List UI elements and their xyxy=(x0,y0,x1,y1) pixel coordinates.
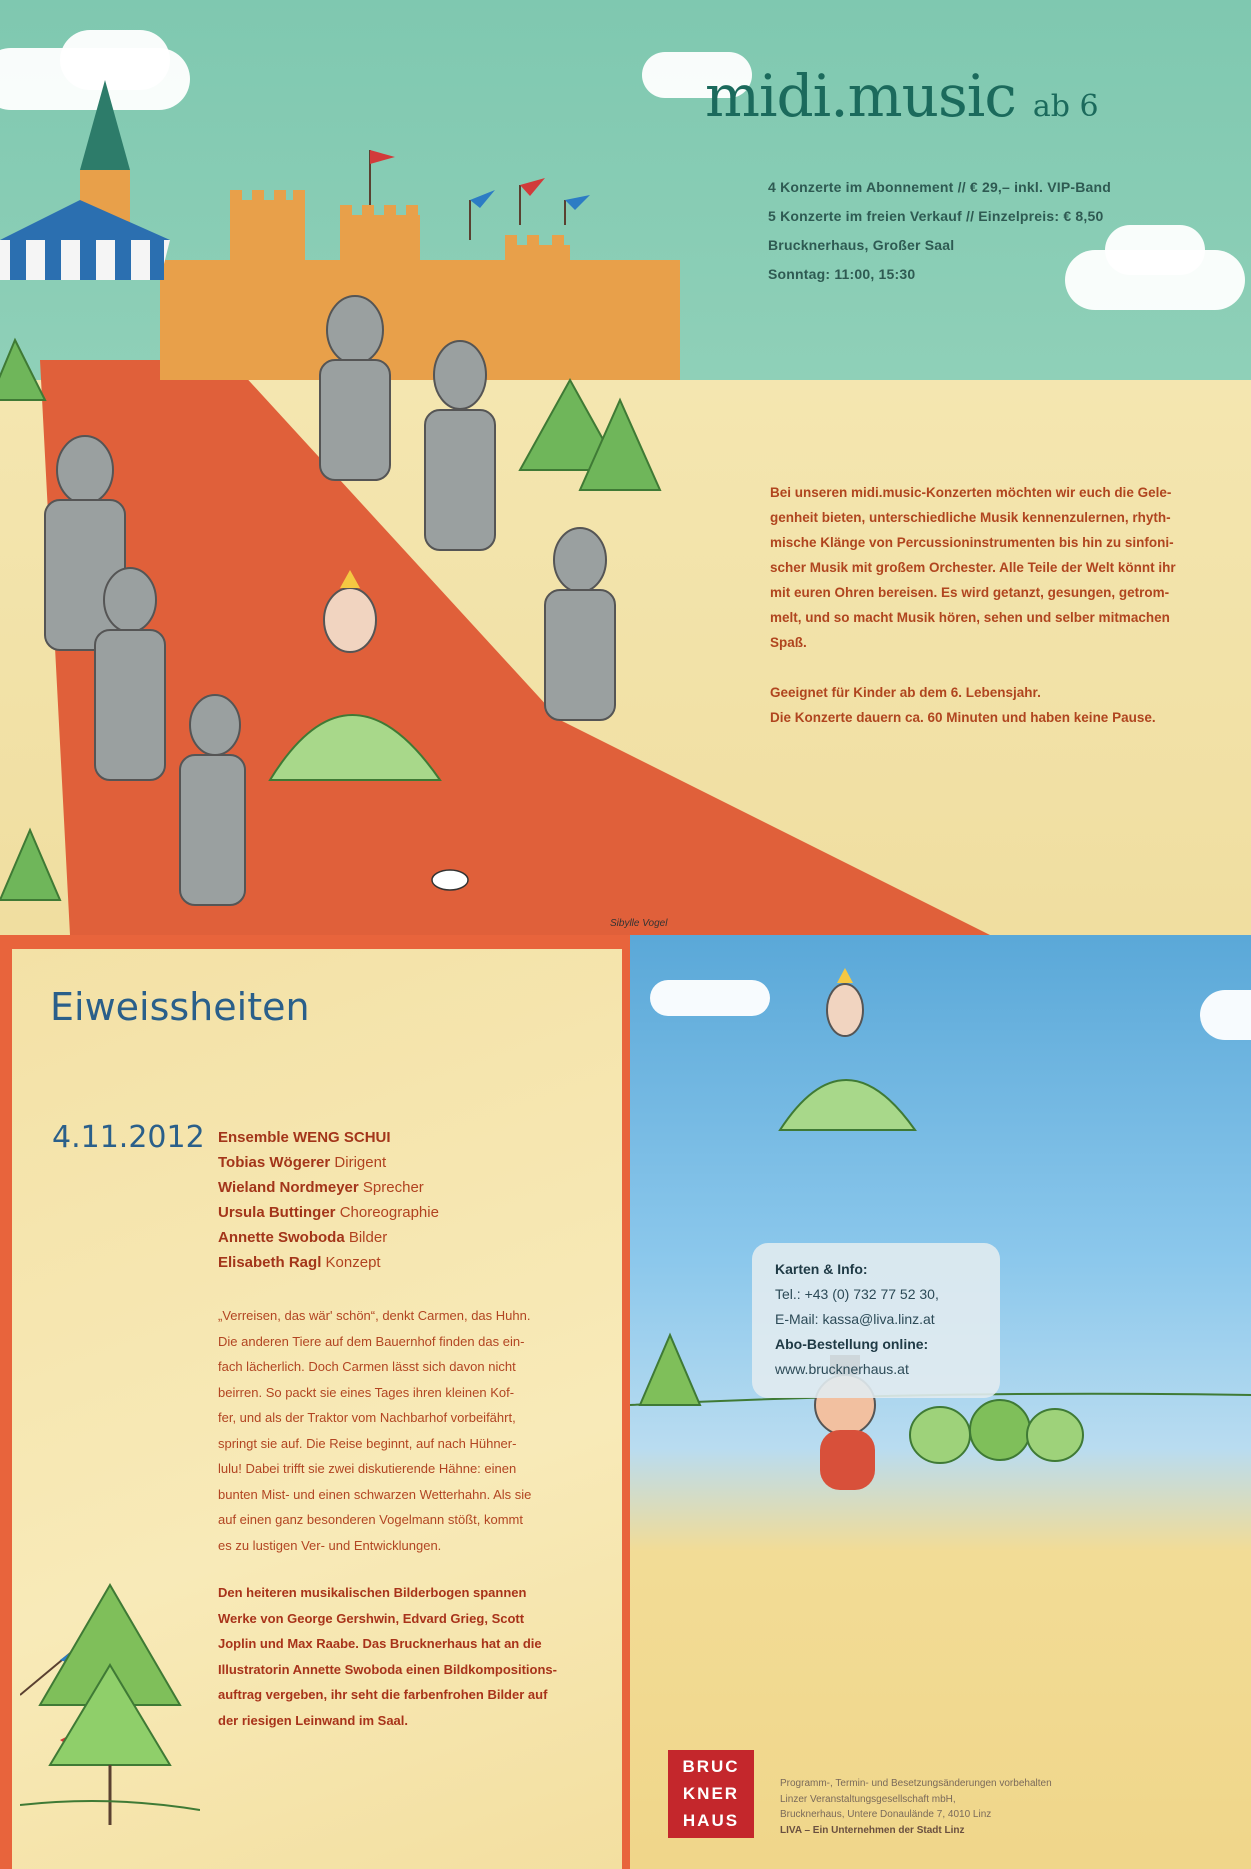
story-line: bunten Mist- und einen schwarzen Wetterhahn. Als sie xyxy=(218,1486,532,1502)
abo-heading-text: Abo-Bestellung online: xyxy=(775,1336,929,1352)
info-line: Brucknerhaus, Großer Saal xyxy=(768,237,955,253)
story-line: auf einen ganz besonderen Vogelmann stößt, kommt xyxy=(218,1512,523,1527)
story-line: lulu! Dabei trifft sie zwei diskutierende Hähne: einen xyxy=(218,1461,517,1476)
credit-role: Bilder xyxy=(348,1229,388,1246)
description-line: genheit bieten, unterschiedliche Musik kennenzulernen, rhyth- xyxy=(770,510,1171,525)
footer-line: Programm-, Termin- und Besetzungsänderungen vorbehalten xyxy=(780,1778,1052,1789)
event-title: Eiweissheiten xyxy=(50,985,310,1029)
event-date: 4.11.2012 xyxy=(52,1120,205,1155)
castle-knights-illustration xyxy=(0,0,1000,935)
credit-name: Ensemble WENG SCHUI xyxy=(218,1129,391,1146)
logo-line: HAUS xyxy=(682,1811,740,1830)
description-line: mit euren Ohren bereisen. Es wird getanzt, gesungen, getrom- xyxy=(770,585,1170,600)
description-line: mische Klänge von Percussioninstrumenten bis hin zu sinfoni- xyxy=(770,535,1174,550)
series-title xyxy=(705,62,1099,130)
story-line: Die anderen Tiere auf dem Bauernhof finden das ein- xyxy=(218,1333,525,1349)
closing-line: Illustratorin Annette Swoboda einen Bildkompositions- xyxy=(218,1661,557,1677)
credit-role: Konzept xyxy=(325,1254,381,1271)
story-line: fer, und als der Traktor vom Nachbarhof vorbeifährt, xyxy=(218,1410,516,1425)
footer-imprint xyxy=(780,1776,1052,1838)
event-credits xyxy=(218,1125,439,1275)
credit-role: Dirigent xyxy=(334,1154,387,1171)
credit-name: Ursula Buttinger xyxy=(218,1204,336,1221)
event-story xyxy=(218,1303,608,1733)
contact-email[interactable]: E-Mail: kassa@liva.linz.at xyxy=(775,1311,935,1327)
contact-card xyxy=(752,1243,1000,1398)
credit-name: Wieland Nordmeyer xyxy=(218,1179,359,1196)
credit-role: Choreographie xyxy=(339,1204,439,1221)
series-title-text: midi.music xyxy=(705,62,1016,130)
closing-line: Werke von George Gershwin, Edvard Grieg, Scott xyxy=(218,1610,525,1626)
closing-line: Joplin und Max Raabe. Das Brucknerhaus hat an die xyxy=(218,1636,542,1651)
age-line: Geeignet für Kinder ab dem 6. Lebensjahr. xyxy=(770,685,1041,700)
contact-heading-text: Karten & Info: xyxy=(775,1261,868,1277)
credit-line xyxy=(218,1200,439,1225)
credit-name: Annette Swoboda xyxy=(218,1229,345,1246)
cloud-illustration xyxy=(1105,225,1205,275)
abo-heading xyxy=(775,1332,939,1357)
credit-line xyxy=(218,1250,439,1275)
brucknerhaus-logo xyxy=(668,1750,754,1838)
footer-line: Brucknerhaus, Untere Donaulände 7, 4010 Linz xyxy=(780,1809,992,1820)
tree-flags-illustration xyxy=(20,1415,200,1855)
info-line: Sonntag: 11:00, 15:30 xyxy=(768,266,916,282)
story-line: „Verreisen, das wär' schön“, denkt Carmen, das Huhn. xyxy=(218,1308,531,1323)
contact-panel xyxy=(630,935,1251,1869)
footer-line: LIVA – Ein Unternehmen der Stadt Linz xyxy=(780,1824,965,1836)
illustrator-signature: Sibylle Vogel xyxy=(610,918,668,929)
credit-name: Tobias Wögerer xyxy=(218,1154,331,1171)
credit-name: Elisabeth Ragl xyxy=(218,1254,322,1271)
closing-line: der riesigen Leinwand im Saal. xyxy=(218,1712,409,1728)
description-line: Bei unseren midi.music-Konzerten möchten wir euch die Gele- xyxy=(770,485,1172,500)
event-panel xyxy=(0,935,630,1869)
logo-line: BRUC xyxy=(682,1757,740,1776)
subscription-info xyxy=(768,173,1111,289)
credit-line xyxy=(218,1225,439,1250)
story-line: springt sie auf. Die Reise beginnt, auf nach Hühner- xyxy=(218,1435,517,1451)
series-description xyxy=(770,480,1210,730)
description-line: melt, und so macht Musik hören, sehen und selber mitmachen xyxy=(770,610,1170,625)
credit-role: Sprecher xyxy=(362,1179,424,1196)
credit-line xyxy=(218,1125,439,1150)
description-line: scher Musik mit großem Orchester. Alle Teile der Welt könnt ihr xyxy=(770,560,1176,575)
story-line: fach lächerlich. Doch Carmen lässt sich davon nicht xyxy=(218,1359,516,1374)
story-line: es zu lustigen Ver- und Entwicklungen. xyxy=(218,1537,442,1553)
contact-heading xyxy=(775,1257,939,1282)
website-link[interactable]: www.brucknerhaus.at xyxy=(775,1361,909,1377)
info-line: 5 Konzerte im freien Verkauf // Einzelpreis: € 8,50 xyxy=(768,208,1104,224)
info-line: 4 Konzerte im Abonnement // € 29,– inkl. VIP-Band xyxy=(768,179,1112,195)
queen-boy-illustration xyxy=(630,935,1251,1869)
description-line: Spaß. xyxy=(770,635,807,650)
closing-line: Den heiteren musikalischen Bilderbogen spannen xyxy=(218,1585,527,1600)
closing-line: auftrag vergeben, ihr seht die farbenfrohen Bilder auf xyxy=(218,1687,548,1702)
footer-line: Linzer Veranstaltungsgesellschaft mbH, xyxy=(780,1793,956,1805)
series-title-suffix: ab 6 xyxy=(1032,89,1099,124)
age-line: Die Konzerte dauern ca. 60 Minuten und haben keine Pause. xyxy=(770,710,1156,725)
story-line: beirren. So packt sie eines Tages ihren kleinen Kof- xyxy=(218,1384,515,1400)
contact-phone[interactable]: Tel.: +43 (0) 732 77 52 30, xyxy=(775,1286,939,1302)
credit-line xyxy=(218,1175,439,1200)
logo-line: KNER xyxy=(682,1784,740,1803)
credit-line xyxy=(218,1150,439,1175)
